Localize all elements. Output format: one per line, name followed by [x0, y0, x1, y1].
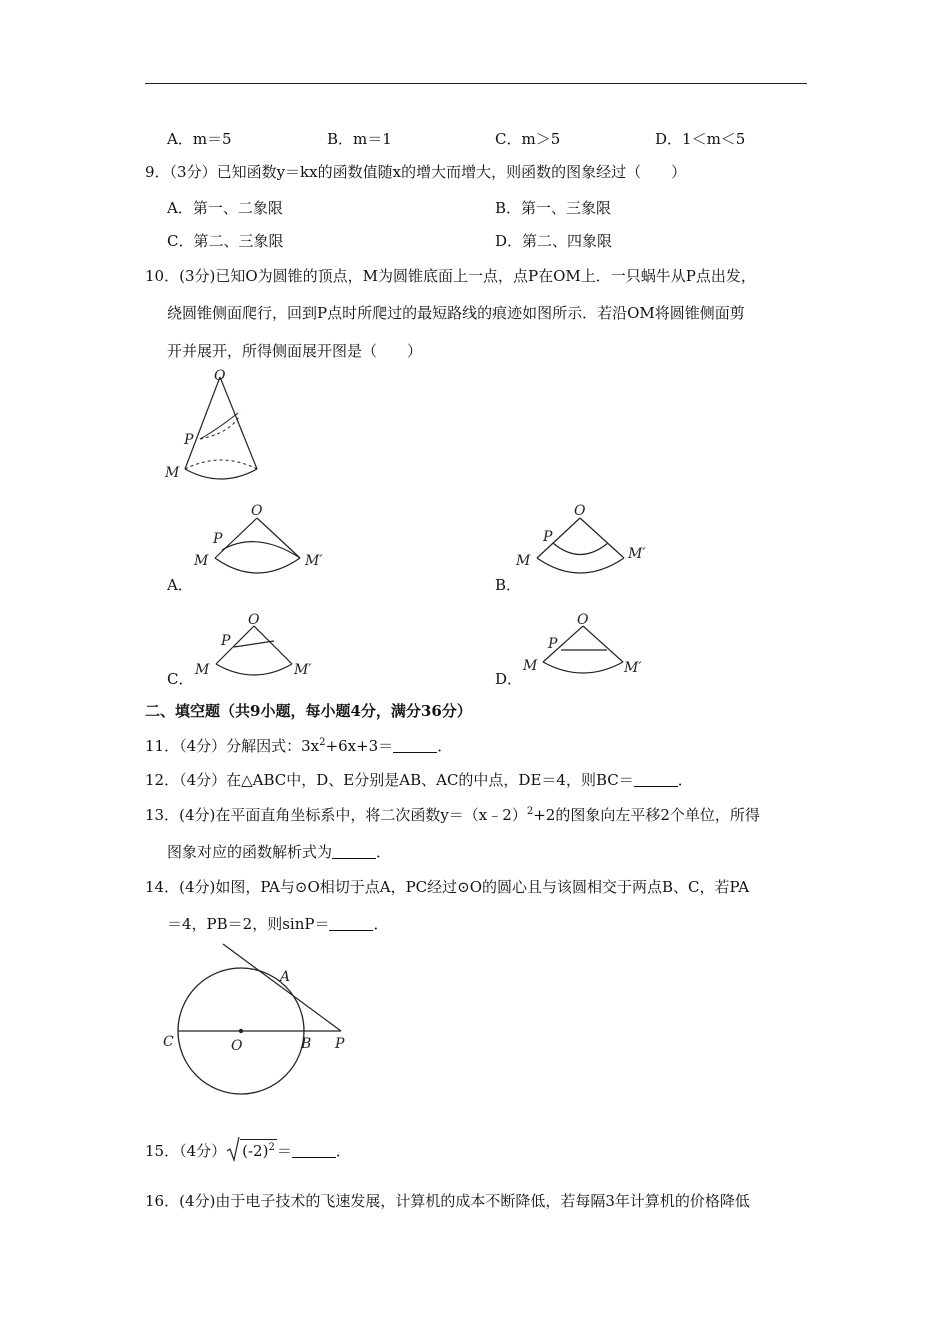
q10-line2: 绕圆锥侧面爬行，回到P点时所爬过的最短路线的痕迹如图所示．若沿OM将圆锥侧面剪	[167, 304, 745, 322]
cone-label-o: O	[214, 368, 226, 384]
fan-b-label-p: P	[543, 529, 553, 545]
fan-d-label-mp: M′	[624, 660, 642, 676]
q15-prefix: 15．（4分）	[145, 1142, 227, 1160]
q12-answer-blank[interactable]	[634, 772, 678, 787]
q14-line2-text: ＝4，PB＝2，则sinP＝	[167, 915, 330, 933]
q15-answer-blank[interactable]	[292, 1143, 336, 1158]
q13-answer-blank[interactable]	[332, 844, 376, 859]
q9-option-d: D．第二、四象限	[495, 232, 613, 250]
q11-prefix: 11．（4分）分解因式：3x	[145, 737, 320, 755]
q16-line1: 16．(4分)由于电子技术的飞速发展，计算机的成本不断降低，若每隔3年计算机的价格降低	[145, 1192, 750, 1210]
q11-answer-blank[interactable]	[393, 738, 437, 753]
fan-a-label-p: P	[213, 531, 223, 547]
q14-line2	[167, 913, 388, 934]
circle-tangent-figure	[155, 940, 355, 1100]
fan-c-label-o: O	[248, 612, 260, 628]
fig-label-a: A	[280, 969, 291, 985]
q15-suffix: ＝	[276, 1142, 292, 1160]
fan-a-label-o: O	[251, 503, 263, 519]
q12-end: ．	[677, 771, 693, 789]
fan-c-label-m: M	[195, 662, 210, 678]
q13-line1	[145, 804, 760, 825]
q13-sup: 2	[526, 806, 534, 817]
fan-b-label-m: M	[516, 553, 531, 569]
q11-suffix: +6x+3＝	[325, 737, 394, 755]
fan-b-label-mp: M′	[628, 546, 646, 562]
fan-b-label-o: O	[574, 503, 586, 519]
cone-figure	[160, 365, 280, 490]
q15-exp: 2	[268, 1142, 275, 1153]
q15-radicand: (-2)	[242, 1142, 269, 1160]
q10-option-a-label: A．	[167, 576, 193, 594]
q10-option-c-label: C．	[167, 670, 194, 688]
fan-d-label-m: M	[523, 658, 538, 674]
header-rule	[145, 83, 807, 84]
q15	[145, 1140, 351, 1161]
q13-line1-a: 13．(4分)在平面直角坐标系中，将二次函数y＝（x﹣2）	[145, 806, 527, 824]
q8-option-c: C．m＞5	[495, 130, 561, 148]
q14-end: ．	[373, 915, 389, 933]
q15-end: ．	[335, 1142, 351, 1160]
q11-end: ．	[437, 737, 453, 755]
fan-c-label-p: P	[221, 633, 231, 649]
sqrt-sign-icon	[226, 1136, 240, 1162]
q15-sqrt	[226, 1142, 277, 1160]
fan-c-label-mp: M′	[294, 662, 312, 678]
fan-a-label-m: M	[194, 553, 209, 569]
q13-line2-text: 图象对应的函数解析式为	[167, 843, 333, 861]
fig-label-c: C	[163, 1034, 174, 1050]
q8-option-b: B．m＝1	[327, 130, 392, 148]
q13-line1-b: +2的图象向左平移2个单位，所得	[533, 806, 760, 824]
fan-d-label-p: P	[548, 636, 558, 652]
fig-label-p: P	[335, 1036, 345, 1052]
q12	[145, 769, 693, 790]
q9-option-c: C．第二、三象限	[167, 232, 284, 250]
fan-a-label-mp: M′	[305, 553, 323, 569]
q12-text: 12．（4分）在△ABC中，D、E分别是AB、AC的中点，DE＝4，则BC＝	[145, 771, 634, 789]
fan-option-b	[512, 500, 662, 582]
q9-stem: 9．（3分）已知函数y＝kx的函数值随x的增大而增大，则函数的图象经过（ ）	[145, 163, 687, 181]
q9-option-b: B．第一、三象限	[495, 199, 612, 217]
q9-option-a: A．第一、二象限	[167, 199, 283, 217]
center-dot	[239, 1029, 243, 1033]
fan-d-label-o: O	[577, 612, 589, 628]
q10-line1: 10．(3分)已知O为圆锥的顶点，M为圆锥底面上一点，点P在OM上．一只蜗牛从P点出发，	[145, 267, 756, 285]
q14-line1: 14．(4分)如图，PA与⊙O相切于点A，PC经过⊙O的圆心且与该圆相交于两点B、C，若PA	[145, 878, 750, 896]
cone-label-m: M	[165, 465, 180, 481]
q11-sup: 2	[319, 737, 326, 748]
fig-label-o: O	[231, 1038, 243, 1054]
q10-option-d-label: D．	[495, 670, 523, 688]
q14-answer-blank[interactable]	[329, 916, 373, 931]
fan-option-a	[190, 500, 340, 582]
q10-option-b-label: B．	[495, 576, 522, 594]
q10-line3: 开并展开，所得侧面展开图是（ ）	[167, 342, 423, 360]
q11	[145, 735, 452, 756]
q13-end: ．	[376, 843, 392, 861]
q15-radicand-wrap	[240, 1139, 277, 1160]
q8-option-d: D．1＜m＜5	[655, 130, 746, 148]
fan-option-c	[190, 608, 340, 680]
fan-option-d	[520, 608, 670, 680]
cone-label-p: P	[184, 432, 194, 448]
fig-label-b: B	[301, 1036, 312, 1052]
q8-option-a: A．m＝5	[167, 130, 232, 148]
q13-line2	[167, 841, 391, 862]
section2-title: 二、填空题（共9小题，每小题4分，满分36分）	[145, 702, 472, 720]
